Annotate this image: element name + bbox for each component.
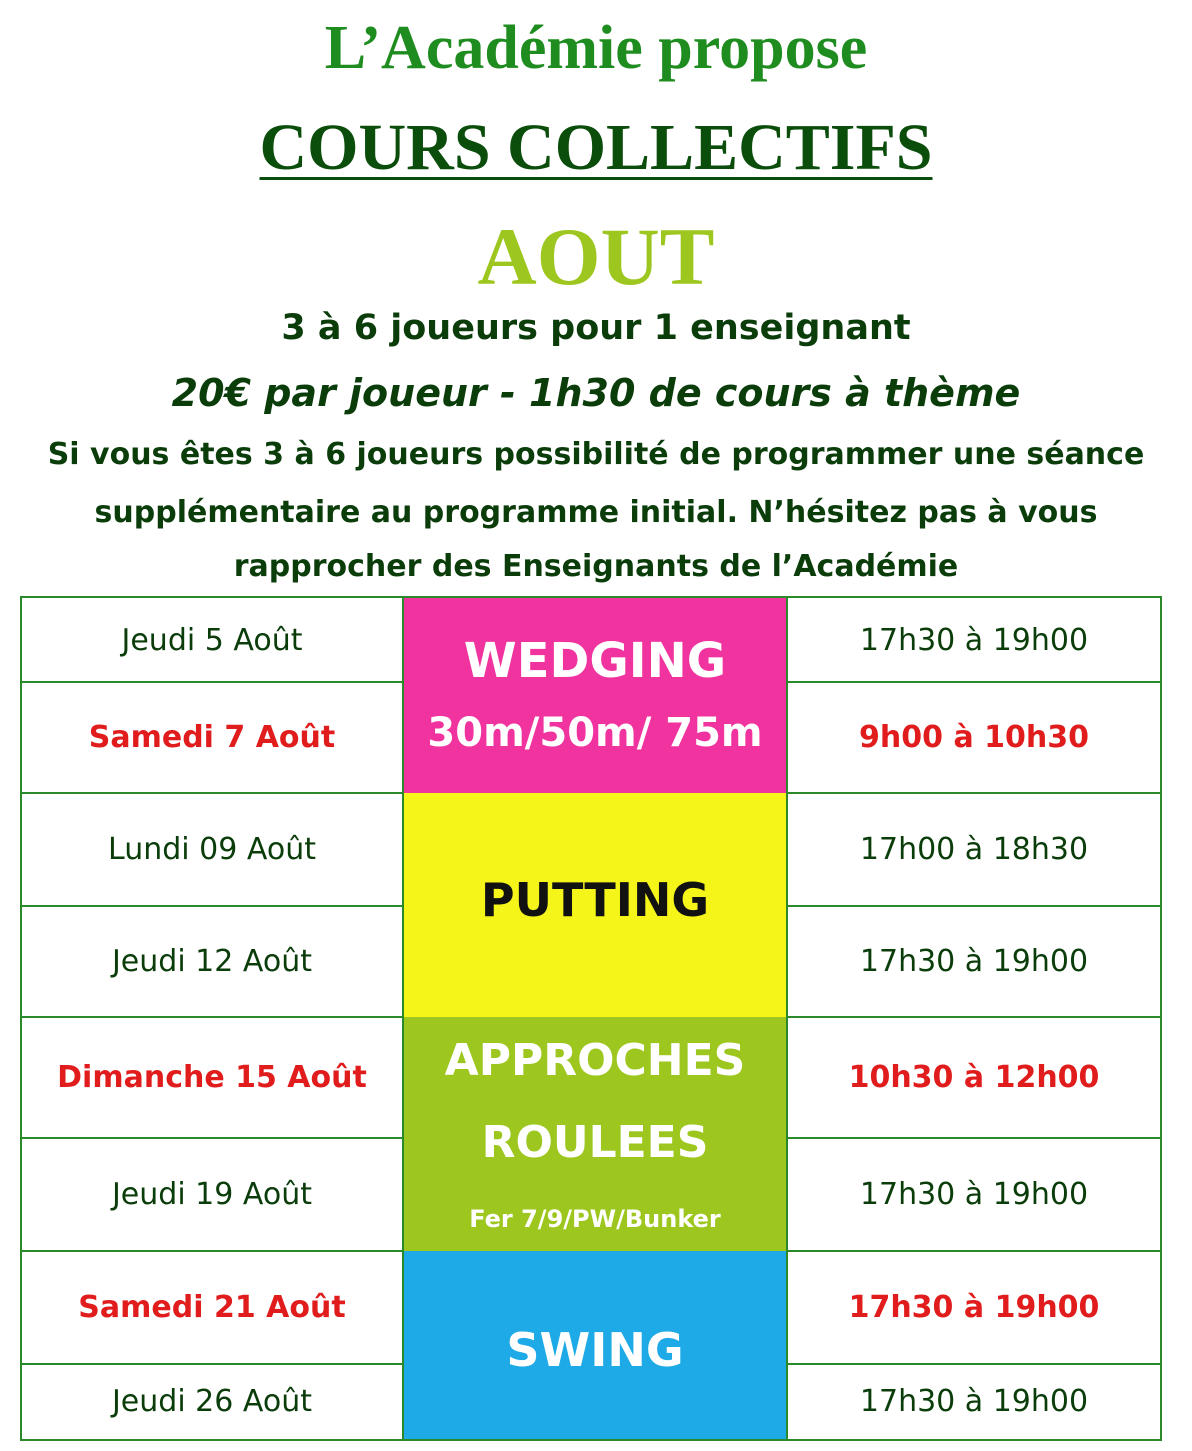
month-title: AOUT: [477, 211, 715, 302]
divider: [402, 598, 404, 1439]
divider: [22, 1250, 404, 1252]
theme-approches-title-2: ROULEES: [481, 1117, 709, 1168]
schedule-date: Samedi 21 Août: [78, 1290, 346, 1325]
divider: [22, 1016, 404, 1018]
schedule-date: Jeudi 12 Août: [111, 944, 313, 979]
extra-info-line-2: supplémentaire au programme initial. N’hésitez pas à vous: [94, 495, 1098, 530]
divider: [22, 905, 404, 907]
schedule-date: Jeudi 26 Août: [111, 1384, 313, 1419]
course-title: [0, 110, 1192, 186]
academy-title: L’Académie propose: [324, 14, 868, 82]
extra-info-line-1: Si vous êtes 3 à 6 joueurs possibilité de programmer une séance: [47, 437, 1145, 472]
schedule-time: 10h30 à 12h00: [848, 1060, 1100, 1095]
theme-putting-title: PUTTING: [480, 873, 710, 927]
schedule-date: Jeudi 5 Août: [121, 622, 303, 658]
theme-wedging-title: WEDGING: [463, 633, 727, 689]
extra-info-line-3: rapprocher des Enseignants de l’Académie: [233, 549, 959, 584]
divider: [786, 1250, 1160, 1252]
theme-swing: [404, 1251, 786, 1439]
course-title-text: COURS COLLECTIFS: [259, 111, 933, 184]
theme-wedging-subtitle: 30m/50m/ 75m: [427, 710, 763, 756]
divider: [22, 1137, 404, 1139]
theme-approches-subtitle: Fer 7/9/PW/Bunker: [469, 1205, 721, 1233]
schedule-date: Lundi 09 Août: [108, 832, 316, 867]
players-info: 3 à 6 joueurs pour 1 enseignant: [281, 308, 911, 348]
divider: [786, 905, 1160, 907]
schedule-time: 17h00 à 18h30: [859, 832, 1089, 867]
divider: [786, 1137, 1160, 1139]
divider: [786, 792, 1160, 794]
divider: [22, 792, 404, 794]
schedule-time: 17h30 à 19h00: [859, 1384, 1089, 1419]
theme-putting: [404, 793, 786, 1017]
divider: [786, 681, 1160, 683]
theme-approches: [404, 1017, 786, 1251]
theme-wedging: [404, 598, 786, 793]
schedule-date: Samedi 7 Août: [88, 720, 336, 755]
theme-swing-title: SWING: [506, 1323, 684, 1377]
divider: [786, 598, 788, 1439]
divider: [786, 1016, 1160, 1018]
schedule-time: 17h30 à 19h00: [859, 622, 1089, 658]
schedule-date: Dimanche 15 Août: [57, 1060, 367, 1095]
divider: [22, 681, 404, 683]
schedule-table: [20, 596, 1162, 1441]
price-info: 20€ par joueur - 1h30 de cours à thème: [171, 371, 1021, 415]
divider: [786, 1363, 1160, 1365]
theme-approches-title-1: APPROCHES: [444, 1035, 746, 1086]
schedule-time: 17h30 à 19h00: [859, 944, 1089, 979]
schedule-time: 17h30 à 19h00: [859, 1177, 1089, 1212]
schedule-time: 17h30 à 19h00: [848, 1290, 1100, 1325]
schedule-date: Jeudi 19 Août: [111, 1177, 313, 1212]
divider: [22, 1363, 404, 1365]
schedule-time: 9h00 à 10h30: [859, 720, 1089, 755]
extra-session-info: [20, 424, 1172, 598]
